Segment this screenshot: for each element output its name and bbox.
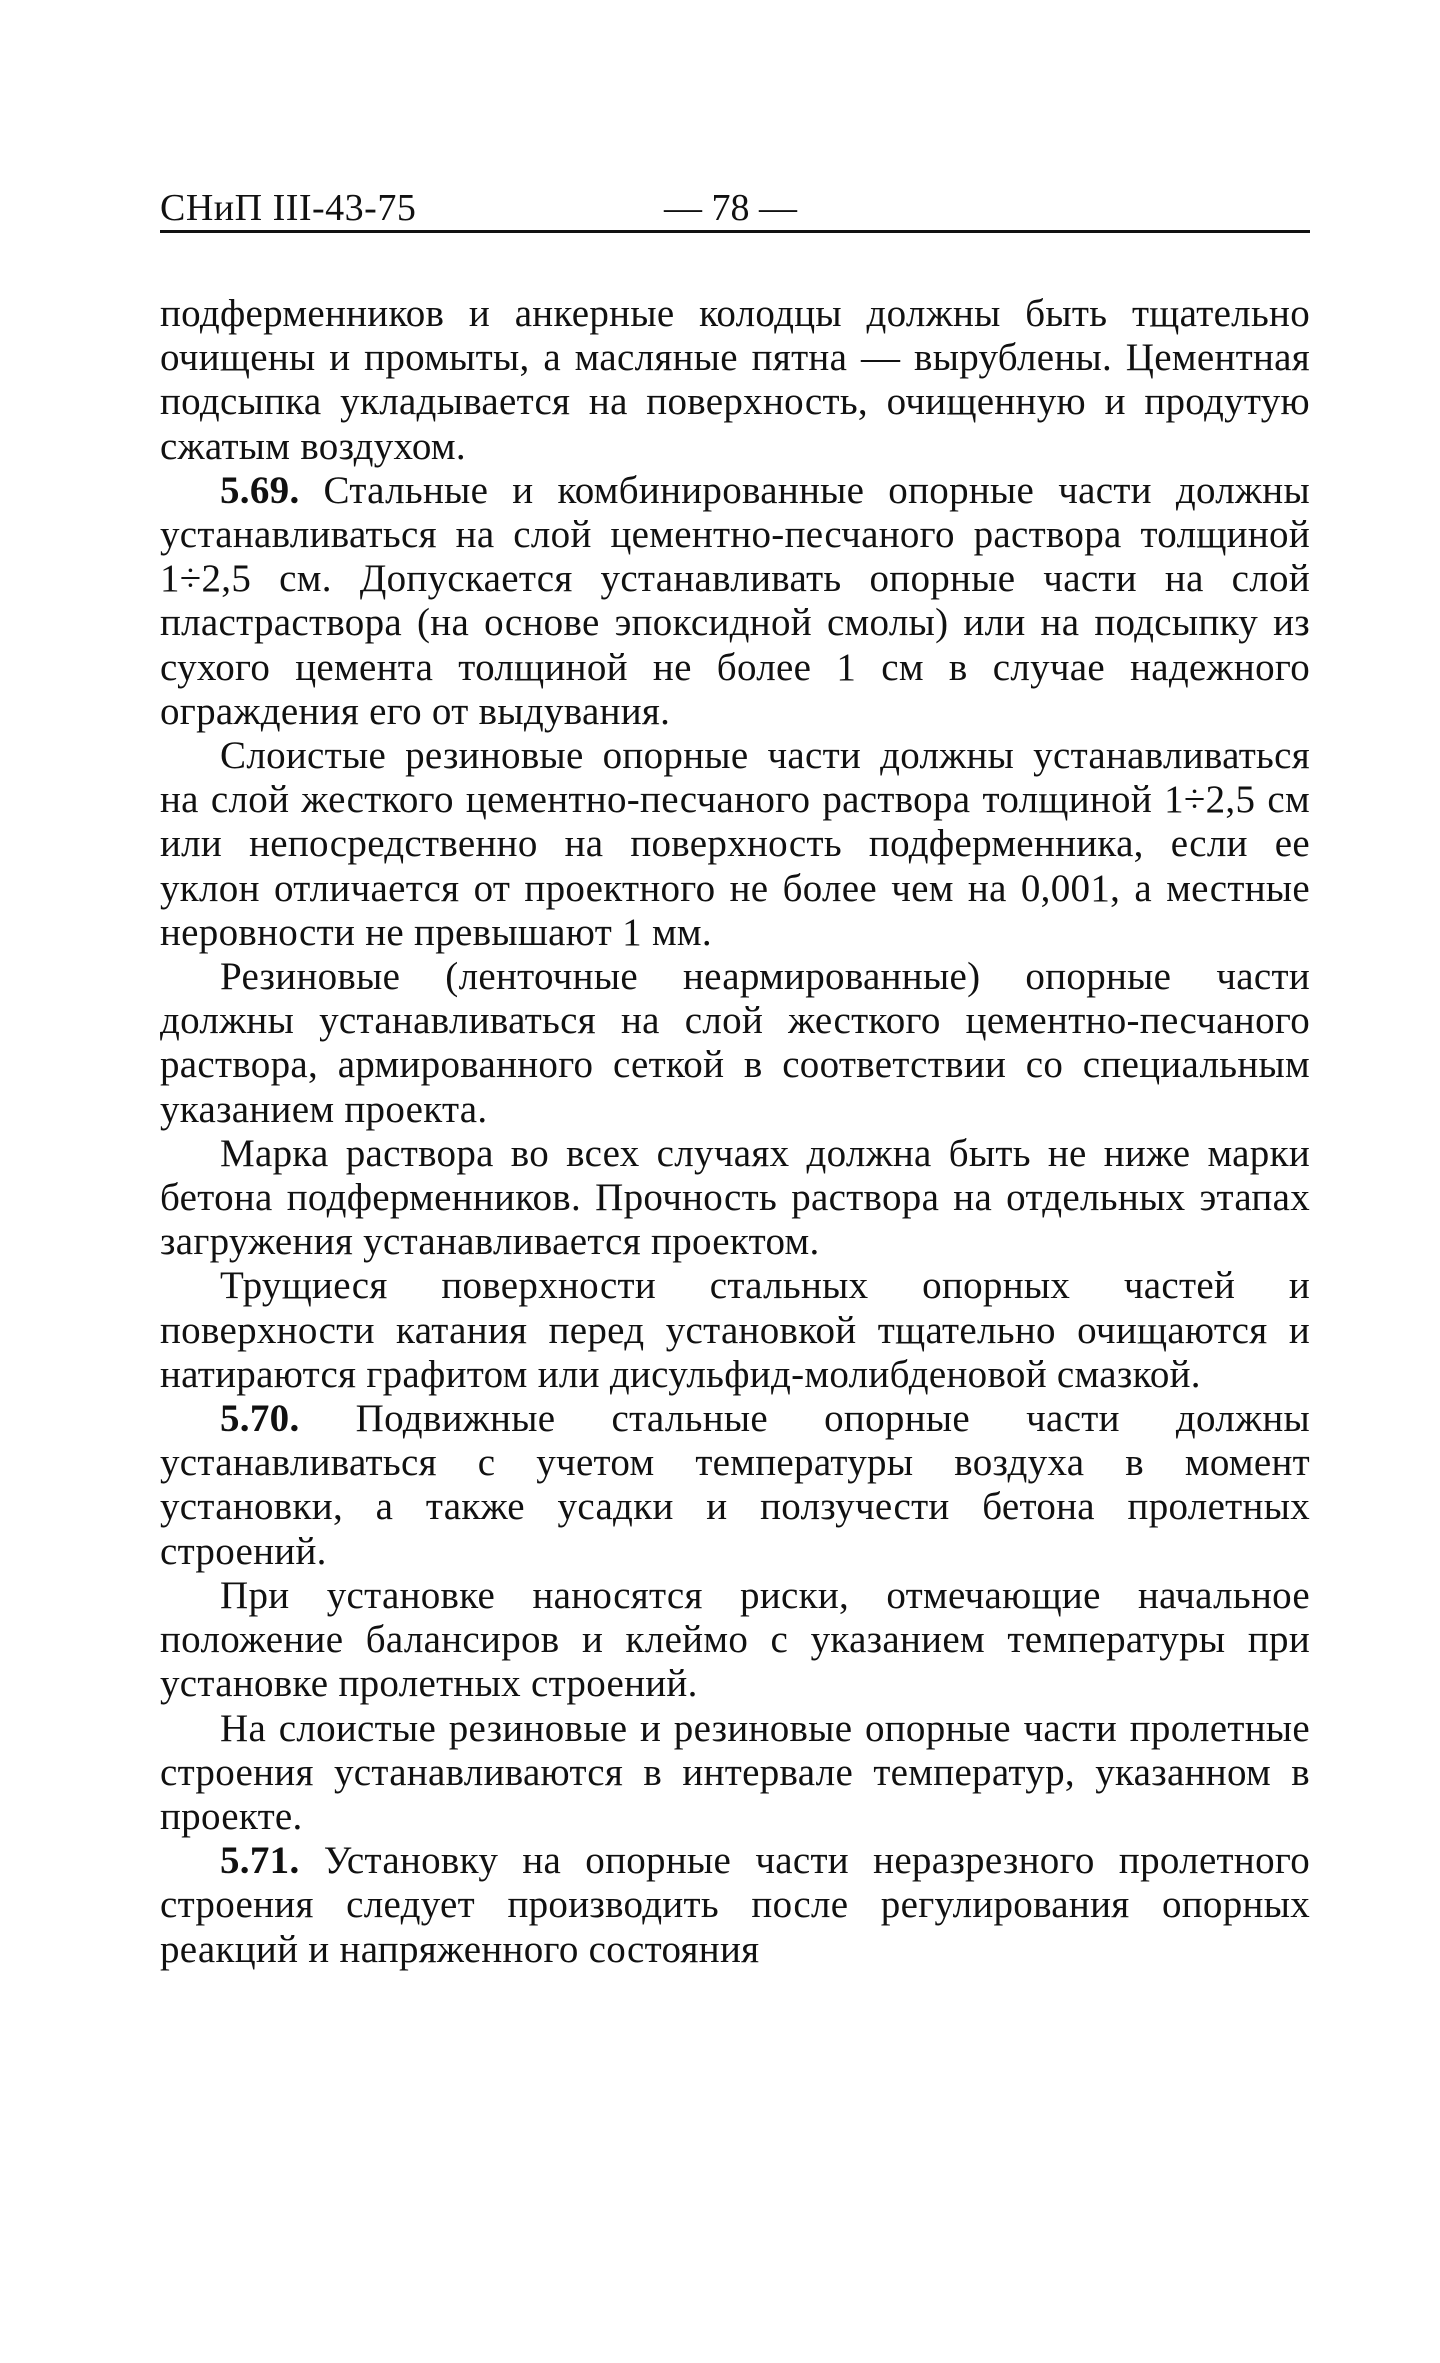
paragraph-text: Подвижные стальные опорные части должны устанавливаться с учетом температуры воздуха в момент установки, а также усадки и ползучести бетона пролетных строений.	[160, 1397, 1310, 1573]
paragraph	[160, 1264, 1310, 1397]
paragraph-text: Резиновые (ленточные неармированные) опорные части должны устанавливаться на слой жесткого цементно-песчаного раствора, армированного сеткой в соответствии со специальным указанием проекта.	[160, 955, 1310, 1131]
paragraph-text: Установку на опорные части неразрезного пролетного строения следует производить после регулирования опорных реакций и напряженного состояния	[160, 1839, 1310, 1971]
paragraph	[160, 1132, 1310, 1265]
paragraph-text: При установке наносятся риски, отмечающие начальное положение балансиров и клеймо с указанием температуры при установке пролетных строений.	[160, 1573, 1310, 1706]
paragraph	[160, 1707, 1310, 1840]
page-number: — 78 —	[664, 187, 797, 229]
paragraph-text: На слоистые резиновые и резиновые опорные части пролетные строения устанавливаются в интервале температур, указанном в проекте.	[160, 1706, 1310, 1838]
paragraph	[160, 955, 1310, 1132]
paragraph-text: Марка раствора во всех случаях должна быть не ниже марки бетона подферменников. Прочность раствора на отдельных этапах загружения устанавливается проектом.	[160, 1131, 1310, 1264]
paragraph	[160, 734, 1310, 955]
clause-number: 5.71.	[220, 1839, 300, 1883]
paragraph	[160, 1574, 1310, 1707]
paragraph-continuation	[160, 292, 1310, 469]
paragraph-5-71	[160, 1839, 1310, 1972]
clause-number: 5.70.	[220, 1397, 300, 1441]
header-rule	[160, 230, 1310, 233]
paragraph-5-69	[160, 469, 1310, 734]
paragraph-text: Слоистые резиновые опорные части должны устанавливаться на слой жесткого цементно-песчаного раствора толщиной 1÷2,5 см или непосредственно на поверхность подферменника, если ее уклон отличается от проектного не более чем на 0,001, а местные неровности не превышают 1 мм.	[160, 734, 1310, 954]
paragraph-5-70	[160, 1397, 1310, 1574]
paragraph-text: подферменников и анкерные колодцы должны быть тщательно очищены и промыты, а масляные пятна — вырублены. Цементная подсыпка укладывается на поверхность, очищенную и продутую сжатым воздухом.	[160, 292, 1310, 468]
body-text	[160, 292, 1310, 1972]
page-header	[160, 184, 1310, 234]
paragraph-text: Стальные и комбинированные опорные части должны устанавливаться на слой цементно-песчаного раствора толщиной 1÷2,5 см. Допускается устанавливать опорные части на слой пластраствора (на основе эпоксидной смолы) или на подсыпку из сухого цемента толщиной не более 1 см в случае надежного ограждения его от выдувания.	[160, 468, 1310, 733]
document-code: СНиП III-43-75	[160, 187, 417, 229]
paragraph-text: Трущиеся поверхности стальных опорных частей и поверхности катания перед установкой тщательно очищаются и натираются графитом или дисульфид-молибденовой смазкой.	[160, 1264, 1310, 1396]
clause-number: 5.69.	[220, 468, 300, 512]
